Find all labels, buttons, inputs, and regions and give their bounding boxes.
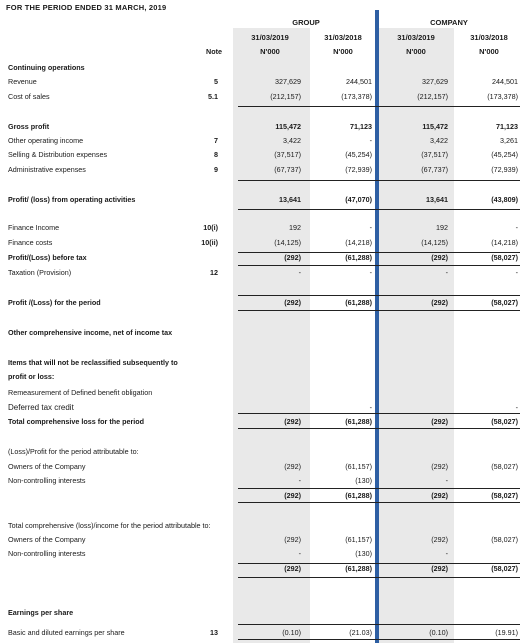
- row-value-col-1: (14,125): [274, 238, 301, 247]
- row-value-col-4: (14,218): [491, 238, 518, 247]
- row-value-col-2: -: [369, 136, 372, 145]
- overline-total-comprehensive: [238, 413, 520, 414]
- row-label: Profit /(Loss) for the period: [8, 298, 101, 307]
- row-label: Total comprehensive loss for the period: [8, 417, 145, 426]
- row-value-col-4: (43,809): [491, 195, 518, 204]
- row-value-col-1: (292): [284, 491, 301, 500]
- statement-title: FOR THE PERIOD ENDED 31 MARCH, 2019: [6, 3, 167, 12]
- statement-row: [0, 268, 526, 280]
- row-value-col-3: -: [445, 476, 448, 485]
- row-value-col-3: 192: [436, 223, 448, 232]
- row-value-col-3: (37,517): [421, 150, 448, 159]
- row-value-col-4: (72,939): [491, 165, 518, 174]
- row-label: Administrative expenses: [8, 165, 86, 174]
- row-note: 12: [210, 268, 218, 277]
- row-value-col-2: -: [369, 268, 372, 277]
- row-value-col-4: (58,027): [491, 564, 518, 573]
- row-label: Earnings per share: [8, 608, 74, 617]
- row-label: Other comprehensive income, net of income tax: [8, 328, 173, 337]
- row-label: Other operating income: [8, 136, 84, 145]
- row-value-col-2: (61,288): [345, 417, 372, 426]
- row-value-col-1: (292): [284, 462, 301, 471]
- row-label: Remeasurement of Defined benefit obligation: [8, 388, 153, 397]
- row-value-col-1: (292): [284, 535, 301, 544]
- row-value-col-3: (212,157): [417, 92, 448, 101]
- row-value-col-4: (58,027): [491, 535, 518, 544]
- row-value-col-3: (292): [431, 535, 448, 544]
- row-value-col-3: (292): [431, 491, 448, 500]
- row-value-col-1: (67,737): [274, 165, 301, 174]
- row-value-col-2: (61,288): [345, 298, 372, 307]
- statement-row: [0, 63, 526, 75]
- row-value-col-2: (61,288): [345, 491, 372, 500]
- row-value-col-1: 115,472: [275, 122, 301, 131]
- row-note: 13: [210, 628, 218, 637]
- underline-attrib-total: [238, 502, 520, 503]
- statement-row: [0, 195, 526, 207]
- row-value-col-4: (58,027): [491, 462, 518, 471]
- statement-row: [0, 447, 526, 459]
- row-note: 5.1: [208, 92, 218, 101]
- row-note: 8: [214, 150, 218, 159]
- row-value-col-3: -: [445, 549, 448, 558]
- row-label: (Loss)/Profit for the period attributable to:: [8, 447, 139, 456]
- row-value-col-3: (0.10): [429, 628, 448, 637]
- row-note: 10(i): [203, 223, 218, 232]
- row-label: Total comprehensive (loss)/income for the period attributable to:: [8, 521, 211, 530]
- row-value-col-4: -: [515, 223, 518, 232]
- underline-finance-costs: [238, 252, 520, 253]
- row-value-col-2: (61,157): [345, 535, 372, 544]
- row-value-col-2: (45,254): [345, 150, 372, 159]
- underline-tci-total: [238, 577, 520, 578]
- row-label: Finance costs: [8, 238, 53, 247]
- statement-row: [0, 223, 526, 235]
- row-value-col-1: (292): [284, 417, 301, 426]
- row-label: Revenue: [8, 77, 37, 86]
- row-value-col-2: (130): [355, 549, 372, 558]
- row-label: Profit/(Loss) before tax: [8, 253, 87, 262]
- statement-row: [0, 136, 526, 148]
- row-value-col-2: (72,939): [345, 165, 372, 174]
- statement-row: [0, 165, 526, 177]
- row-value-col-1: -: [298, 476, 301, 485]
- row-label: Items that will not be reclassified subsequently to: [8, 358, 178, 367]
- row-label: Profit/ (loss) from operating activities: [8, 195, 136, 204]
- underline-eps: [238, 639, 520, 640]
- row-value-col-4: 71,123: [496, 122, 518, 131]
- row-label: Basic and diluted earnings per share: [8, 628, 125, 637]
- row-value-col-2: (61,157): [345, 462, 372, 471]
- row-value-col-1: 3,422: [283, 136, 301, 145]
- row-value-col-4: 244,501: [492, 77, 518, 86]
- row-value-col-2: -: [369, 223, 372, 232]
- row-value-col-1: 192: [289, 223, 301, 232]
- underline-total-comprehensive: [238, 428, 520, 429]
- row-value-col-2: (14,218): [345, 238, 372, 247]
- row-value-col-4: (58,027): [491, 298, 518, 307]
- statement-row: [0, 521, 526, 533]
- group-header: GROUP: [292, 18, 320, 27]
- col-3-date: 31/03/2019: [397, 33, 435, 42]
- note-header: Note: [206, 47, 222, 56]
- row-value-col-1: (292): [284, 253, 301, 262]
- row-value-col-2: (130): [355, 476, 372, 485]
- row-label: Non-controlling interests: [8, 549, 86, 558]
- statement-row: [0, 150, 526, 162]
- row-value-col-3: (292): [431, 298, 448, 307]
- underline-profit-period: [238, 310, 520, 311]
- statement-row: [0, 358, 526, 370]
- row-value-col-1: (0.10): [282, 628, 301, 637]
- statement-row: [0, 388, 526, 400]
- row-label: Taxation (Provision): [8, 268, 72, 277]
- col-4-unit: N'000: [479, 47, 499, 56]
- row-value-col-2: -: [369, 403, 372, 412]
- row-value-col-2: 71,123: [350, 122, 372, 131]
- row-value-col-4: 3,261: [500, 136, 518, 145]
- row-label: profit or loss:: [8, 372, 55, 381]
- overline-profit-period: [238, 295, 520, 296]
- row-value-col-1: 327,629: [275, 77, 301, 86]
- underline-operating-profit: [238, 209, 520, 210]
- row-label: Deferred tax credit: [8, 403, 74, 412]
- row-value-col-1: -: [298, 549, 301, 558]
- underline-pbt: [238, 265, 520, 266]
- row-value-col-2: (173,378): [341, 92, 372, 101]
- col-4-date: 31/03/2018: [470, 33, 508, 42]
- statement-row: [0, 608, 526, 620]
- row-value-col-4: (58,027): [491, 417, 518, 426]
- row-value-col-4: (45,254): [491, 150, 518, 159]
- underline-cost-of-sales: [238, 106, 520, 107]
- col-1-unit: N'000: [260, 47, 280, 56]
- statement-row: [0, 298, 526, 310]
- row-value-col-1: (292): [284, 564, 301, 573]
- row-value-col-3: (292): [431, 462, 448, 471]
- row-value-col-3: (292): [431, 253, 448, 262]
- row-note: 9: [214, 165, 218, 174]
- row-value-col-3: 3,422: [430, 136, 448, 145]
- company-header: COMPANY: [430, 18, 468, 27]
- overline-eps: [238, 624, 520, 625]
- row-value-col-2: (21.03): [349, 628, 372, 637]
- row-value-col-3: (292): [431, 417, 448, 426]
- statement-row: [0, 372, 526, 384]
- row-value-col-4: -: [515, 268, 518, 277]
- row-value-col-1: (212,157): [270, 92, 301, 101]
- statement-row: [0, 77, 526, 89]
- row-value-col-1: (37,517): [274, 150, 301, 159]
- row-value-col-3: 115,472: [422, 122, 448, 131]
- row-note: 7: [214, 136, 218, 145]
- col-1-date: 31/03/2019: [251, 33, 289, 42]
- row-value-col-2: 244,501: [346, 77, 372, 86]
- row-value-col-1: -: [298, 268, 301, 277]
- statement-row: [0, 462, 526, 474]
- row-value-col-3: (292): [431, 564, 448, 573]
- row-value-col-1: 13,641: [279, 195, 301, 204]
- statement-row: [0, 122, 526, 134]
- row-value-col-3: 13,641: [426, 195, 448, 204]
- statement-row: [0, 238, 526, 250]
- statement-row: [0, 564, 526, 576]
- statement-row: [0, 253, 526, 265]
- row-value-col-3: (14,125): [421, 238, 448, 247]
- row-value-col-4: -: [515, 403, 518, 412]
- row-value-col-2: (47,070): [345, 195, 372, 204]
- row-label: Finance Income: [8, 223, 60, 232]
- col-2-date: 31/03/2018: [324, 33, 362, 42]
- statement-row: [0, 92, 526, 104]
- row-label: Cost of sales: [8, 92, 50, 101]
- row-label: Selling & Distribution expenses: [8, 150, 108, 159]
- row-value-col-4: (58,027): [491, 253, 518, 262]
- statement-row: [0, 476, 526, 488]
- row-label: Gross profit: [8, 122, 50, 131]
- overline-attrib-total: [238, 488, 520, 489]
- row-value-col-4: (58,027): [491, 491, 518, 500]
- row-value-col-3: (67,737): [421, 165, 448, 174]
- row-label: Owners of the Company: [8, 462, 86, 471]
- row-label: Non-controlling interests: [8, 476, 86, 485]
- statement-row: [0, 549, 526, 561]
- row-value-col-4: (19.91): [495, 628, 518, 637]
- statement-row: [0, 535, 526, 547]
- row-value-col-2: (61,288): [345, 564, 372, 573]
- row-note: 10(ii): [201, 238, 218, 247]
- col-3-unit: N'000: [406, 47, 426, 56]
- row-value-col-2: (61,288): [345, 253, 372, 262]
- underline-admin-expenses: [238, 180, 520, 181]
- col-2-unit: N'000: [333, 47, 353, 56]
- row-note: 5: [214, 77, 218, 86]
- row-value-col-3: -: [445, 268, 448, 277]
- statement-row: [0, 328, 526, 340]
- row-label: Continuing operations: [8, 63, 85, 72]
- row-label: Owners of the Company: [8, 535, 86, 544]
- overline-tci-total: [238, 563, 520, 564]
- row-value-col-1: (292): [284, 298, 301, 307]
- row-value-col-3: 327,629: [422, 77, 448, 86]
- row-value-col-4: (173,378): [487, 92, 518, 101]
